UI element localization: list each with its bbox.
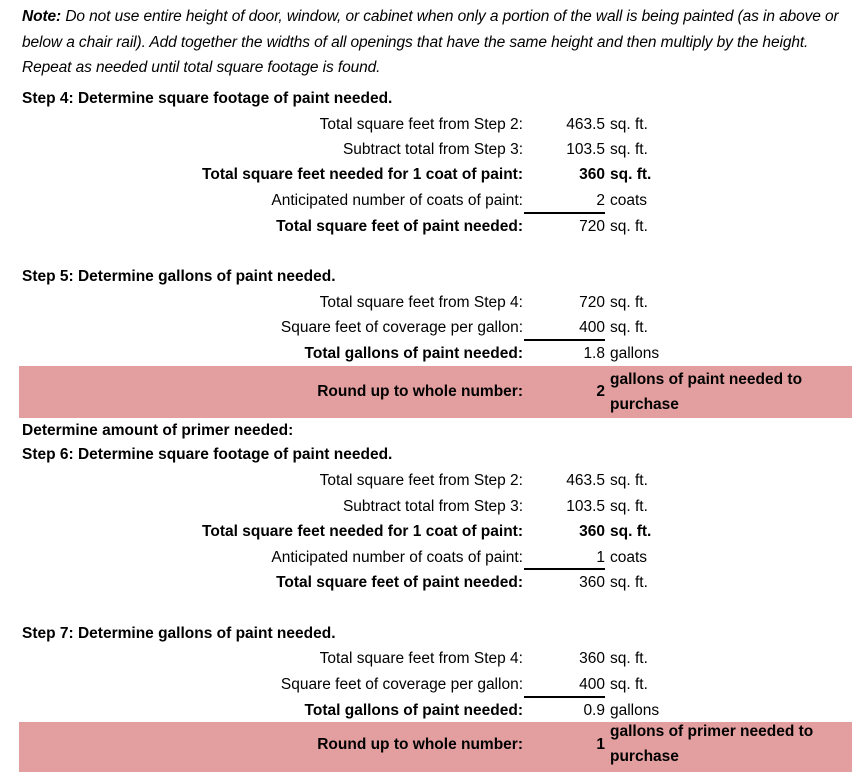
- row-value: 463.5: [566, 472, 605, 489]
- step7-row-coverage: [0, 673, 864, 698]
- row-label: Total gallons of paint needed:: [304, 702, 523, 719]
- primer-heading: Determine amount of primer needed:: [22, 422, 294, 439]
- step7-heading: Step 7: Determine gallons of paint needed.: [22, 625, 336, 642]
- row-unit: gallons: [610, 345, 660, 362]
- note-paragraph: [22, 4, 852, 81]
- underline: [524, 212, 605, 214]
- row-value: 720: [579, 218, 605, 235]
- row-value: 360: [579, 523, 605, 540]
- underline: [524, 568, 605, 570]
- step6-row-one-coat: [0, 520, 864, 545]
- row-label: Total square feet from Step 4:: [319, 650, 523, 667]
- round-unit: gallons of paint needed to purchase: [610, 371, 803, 413]
- step6-row-subtract: [0, 495, 864, 520]
- step4-row-coats: [0, 189, 864, 214]
- round-label: Round up to whole number:: [317, 736, 523, 753]
- row-unit: sq. ft.: [610, 472, 648, 489]
- step5-heading: Step 5: Determine gallons of paint needed.: [22, 268, 336, 285]
- row-unit: sq. ft.: [610, 116, 648, 133]
- row-value: 2: [596, 192, 605, 209]
- row-label: Subtract total from Step 3:: [342, 498, 523, 515]
- step4-row-subtract: [0, 138, 864, 163]
- note-text: Do not use entire height of door, window, or cabinet when only a portion of the wall is being painted (as in above or below a chair rail). Add together the widths of all openings that have the same height and then multiply by the height. Repeat as needed until total square footage is found.: [22, 8, 839, 76]
- row-unit: sq. ft.: [610, 166, 652, 183]
- row-value: 103.5: [566, 141, 605, 158]
- row-value: 0.9: [583, 702, 605, 719]
- row-unit: coats: [610, 549, 648, 566]
- step6-row-total-step2: [0, 469, 864, 494]
- underline: [524, 696, 605, 698]
- step5-row-total-step4: [0, 291, 864, 316]
- step4-row-one-coat: [0, 163, 864, 188]
- row-unit: sq. ft.: [610, 141, 648, 158]
- step5-row-gallons: [0, 342, 864, 367]
- row-value: 360: [579, 574, 605, 591]
- row-value: 1: [596, 549, 605, 566]
- step7-round-band: [19, 722, 852, 772]
- row-label: Subtract total from Step 3:: [342, 141, 523, 158]
- step4-row-total-step2: [0, 113, 864, 138]
- row-unit: sq. ft.: [610, 650, 648, 667]
- row-unit: sq. ft.: [610, 294, 648, 311]
- row-value: 400: [579, 676, 605, 693]
- underline: [524, 339, 605, 341]
- row-value: 360: [579, 166, 605, 183]
- row-value: 463.5: [566, 116, 605, 133]
- row-value: 1.8: [583, 345, 605, 362]
- row-label: Total square feet needed for 1 coat of paint:: [202, 166, 523, 183]
- step7-row-total-step4: [0, 647, 864, 672]
- step6-row-total-needed: [0, 571, 864, 596]
- row-unit: sq. ft.: [610, 319, 648, 336]
- row-label: Square feet of coverage per gallon:: [280, 319, 523, 336]
- step4-heading: Step 4: Determine square footage of paint needed.: [22, 90, 393, 107]
- row-unit: coats: [610, 192, 648, 209]
- row-label: Total square feet of paint needed:: [276, 218, 523, 235]
- row-label: Total gallons of paint needed:: [304, 345, 523, 362]
- round-value: 1: [596, 736, 605, 753]
- row-label: Total square feet needed for 1 coat of paint:: [202, 523, 523, 540]
- note-prefix: Note:: [22, 8, 62, 25]
- step6-row-coats: [0, 546, 864, 571]
- round-value: 2: [596, 383, 605, 400]
- row-label: Anticipated number of coats of paint:: [271, 549, 523, 566]
- row-label: Total square feet from Step 2:: [319, 116, 523, 133]
- row-value: 360: [579, 650, 605, 667]
- row-value: 720: [579, 294, 605, 311]
- round-label: Round up to whole number:: [317, 383, 523, 400]
- step5-round-band: [19, 366, 852, 418]
- row-label: Total square feet from Step 4:: [319, 294, 523, 311]
- row-label: Total square feet from Step 2:: [319, 472, 523, 489]
- row-unit: sq. ft.: [610, 218, 648, 235]
- round-unit: gallons of primer needed to purchase: [610, 723, 814, 765]
- row-unit: sq. ft.: [610, 574, 648, 591]
- row-unit: sq. ft.: [610, 498, 648, 515]
- row-value: 103.5: [566, 498, 605, 515]
- step5-row-coverage: [0, 316, 864, 341]
- step4-row-total-needed: [0, 215, 864, 240]
- row-label: Anticipated number of coats of paint:: [271, 192, 523, 209]
- row-unit: sq. ft.: [610, 676, 648, 693]
- row-label: Total square feet of paint needed:: [276, 574, 523, 591]
- row-unit: sq. ft.: [610, 523, 652, 540]
- row-unit: gallons: [610, 702, 660, 719]
- row-label: Square feet of coverage per gallon:: [280, 676, 523, 693]
- row-value: 400: [579, 319, 605, 336]
- step6-heading: Step 6: Determine square footage of paint needed.: [22, 446, 393, 463]
